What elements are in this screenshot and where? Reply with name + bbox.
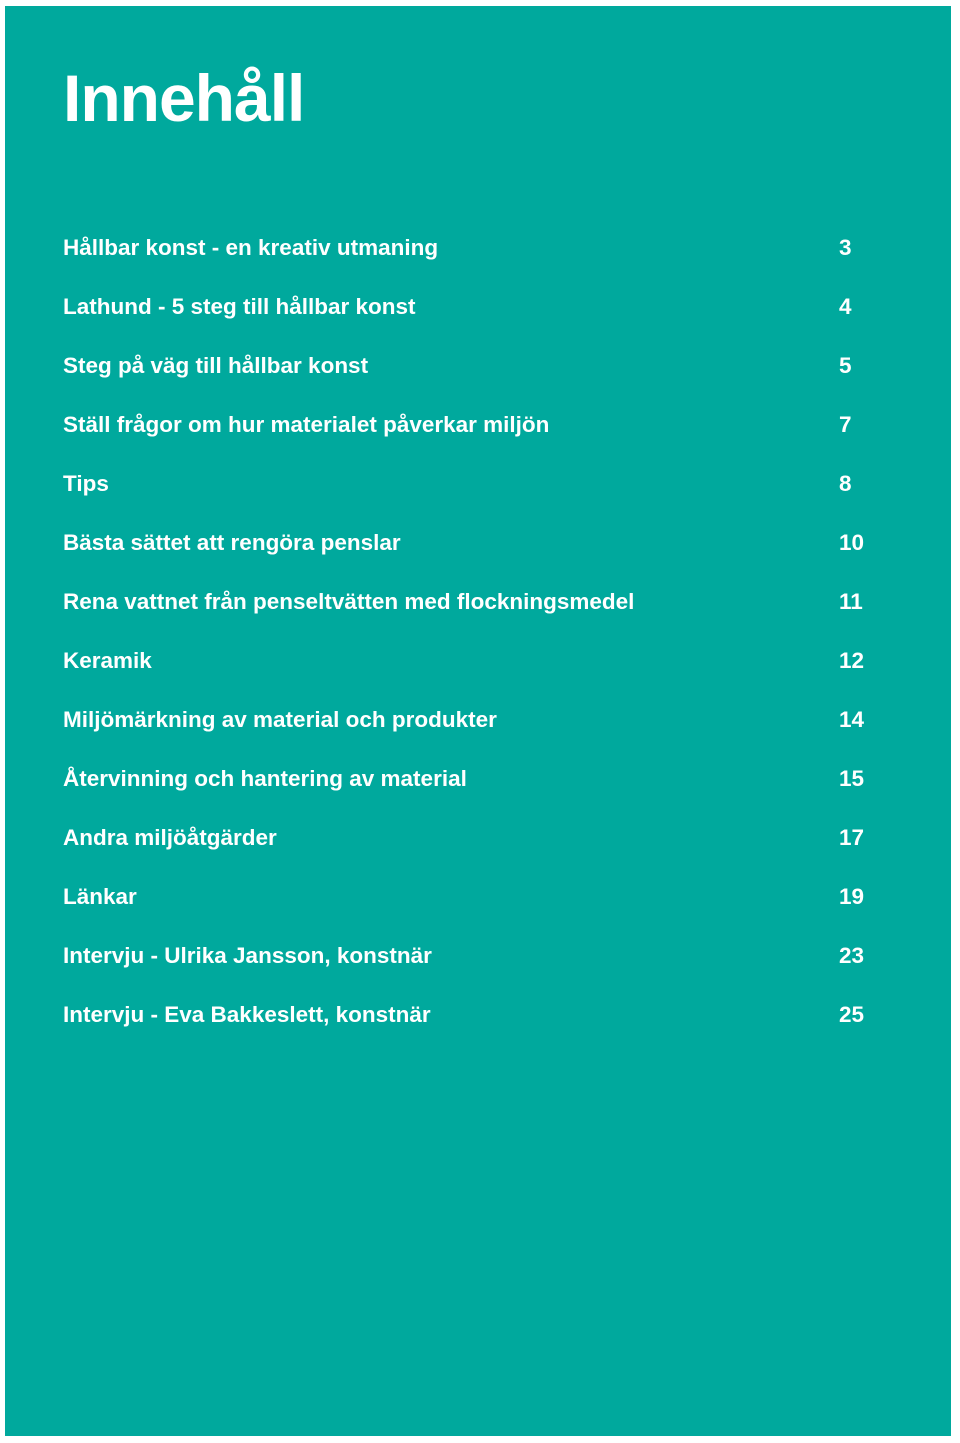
page-title: Innehåll <box>63 61 305 135</box>
toc-entry-page-number: 12 <box>839 647 865 673</box>
toc-entry[interactable] <box>63 808 893 867</box>
toc-entry[interactable] <box>63 631 893 690</box>
toc-entry-page-number: 3 <box>839 234 852 260</box>
toc-entry-title: Intervju - Ulrika Jansson, konstnär <box>63 942 432 968</box>
toc-entry-page-number: 25 <box>839 1001 865 1027</box>
toc-entry[interactable] <box>63 218 893 277</box>
toc-entry-page-number: 17 <box>839 824 865 850</box>
toc-entry-title: Hållbar konst - en kreativ utmaning <box>63 234 439 260</box>
toc-entry-page-number: 4 <box>839 293 852 319</box>
toc-entry-title: Tips <box>63 470 109 496</box>
toc-entry-title: Keramik <box>63 647 152 673</box>
toc-entry-title: Rena vattnet från penseltvätten med flockningsmedel <box>63 588 635 614</box>
toc-entry-title: Miljömärkning av material och produkter <box>63 706 497 732</box>
toc-entry-title: Steg på väg till hållbar konst <box>63 352 369 378</box>
toc-entry-title: Länkar <box>63 883 137 909</box>
toc-entry-page-number: 15 <box>839 765 865 791</box>
toc-entry[interactable] <box>63 690 893 749</box>
toc-entry[interactable] <box>63 454 893 513</box>
toc-entry-title: Återvinning och hantering av material <box>63 765 467 791</box>
toc-entry-page-number: 14 <box>839 706 865 732</box>
toc-entry[interactable] <box>63 336 893 395</box>
toc-entry[interactable] <box>63 867 893 926</box>
toc-entry-page-number: 19 <box>839 883 865 909</box>
toc-entry-page-number: 7 <box>839 411 852 437</box>
toc-entry-page-number: 8 <box>839 470 852 496</box>
toc-entry-page-number: 10 <box>839 529 865 555</box>
toc-entry[interactable] <box>63 926 893 985</box>
toc-entry-title: Andra miljöåtgärder <box>63 824 277 850</box>
contents-page <box>5 6 951 1436</box>
toc-entry-title: Lathund - 5 steg till hållbar konst <box>63 293 416 319</box>
toc-entry-title: Ställ frågor om hur materialet påverkar miljön <box>63 411 550 437</box>
toc-entry[interactable] <box>63 749 893 808</box>
toc-entry-page-number: 23 <box>839 942 865 968</box>
toc-entry[interactable] <box>63 513 893 572</box>
toc-entry-title: Bästa sättet att rengöra penslar <box>63 529 401 555</box>
toc-entry[interactable] <box>63 985 893 1044</box>
toc-entry[interactable] <box>63 277 893 336</box>
table-of-contents <box>63 218 893 1044</box>
toc-entry-page-number: 11 <box>839 588 863 614</box>
toc-entry[interactable] <box>63 395 893 454</box>
toc-entry-title: Intervju - Eva Bakkeslett, konstnär <box>63 1001 431 1027</box>
toc-entry[interactable] <box>63 572 893 631</box>
toc-entry-page-number: 5 <box>839 352 852 378</box>
